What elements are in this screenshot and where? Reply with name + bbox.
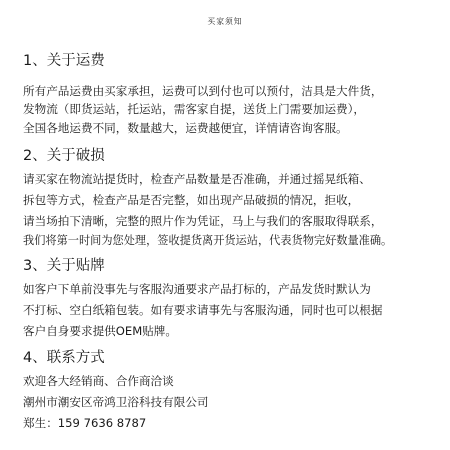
section-heading-oem: 3、关于贴牌 <box>23 258 105 274</box>
section-line: 发物流（即货运站，托运站，需客家自提，送货上门需要加运费）， <box>23 102 366 116</box>
section-line: 客户自身要求提供OEM贴牌。 <box>23 324 177 338</box>
section-line: 所有产品运费由买家承担，运费可以到付也可以预付，洁具是大件货， <box>23 84 383 98</box>
section-line: 请当场拍下清晰，完整的照片作为凭证，马上与我们的客服取得联系， <box>23 214 383 228</box>
section-heading-shipping: 1、关于运费 <box>23 53 105 69</box>
section-heading-contact: 4、联系方式 <box>23 350 105 366</box>
contact-phone: 郑生：159 7636 8787 <box>23 416 147 430</box>
section-line: 拆包等方式，检查产品是否完整，如出现产品破损的情况，拒收， <box>23 193 360 207</box>
section-line: 欢迎各大经销商、合作商洽谈 <box>23 374 174 388</box>
section-line: 请买家在物流站提货时，检查产品数量是否准确，并通过摇晃纸箱、 <box>23 172 371 186</box>
section-heading-damage: 2、关于破损 <box>23 148 105 164</box>
page-title: 买家须知 <box>207 17 243 26</box>
company-name: 潮州市潮安区帝鸿卫浴科技有限公司 <box>23 395 209 409</box>
section-line: 全国各地运费不同，数量越大，运费越便宜，详情请咨询客服。 <box>23 121 348 135</box>
section-line: 如客户下单前没事先与客服沟通要求产品打标的，产品发货时默认为 <box>23 282 371 296</box>
section-line: 我们将第一时间为您处理，签收提货离开货运站，代表货物完好数量准确。 <box>23 234 393 247</box>
section-line: 不打标、空白纸箱包装。如有要求请事先与客服沟通，同时也可以根据 <box>23 303 383 317</box>
